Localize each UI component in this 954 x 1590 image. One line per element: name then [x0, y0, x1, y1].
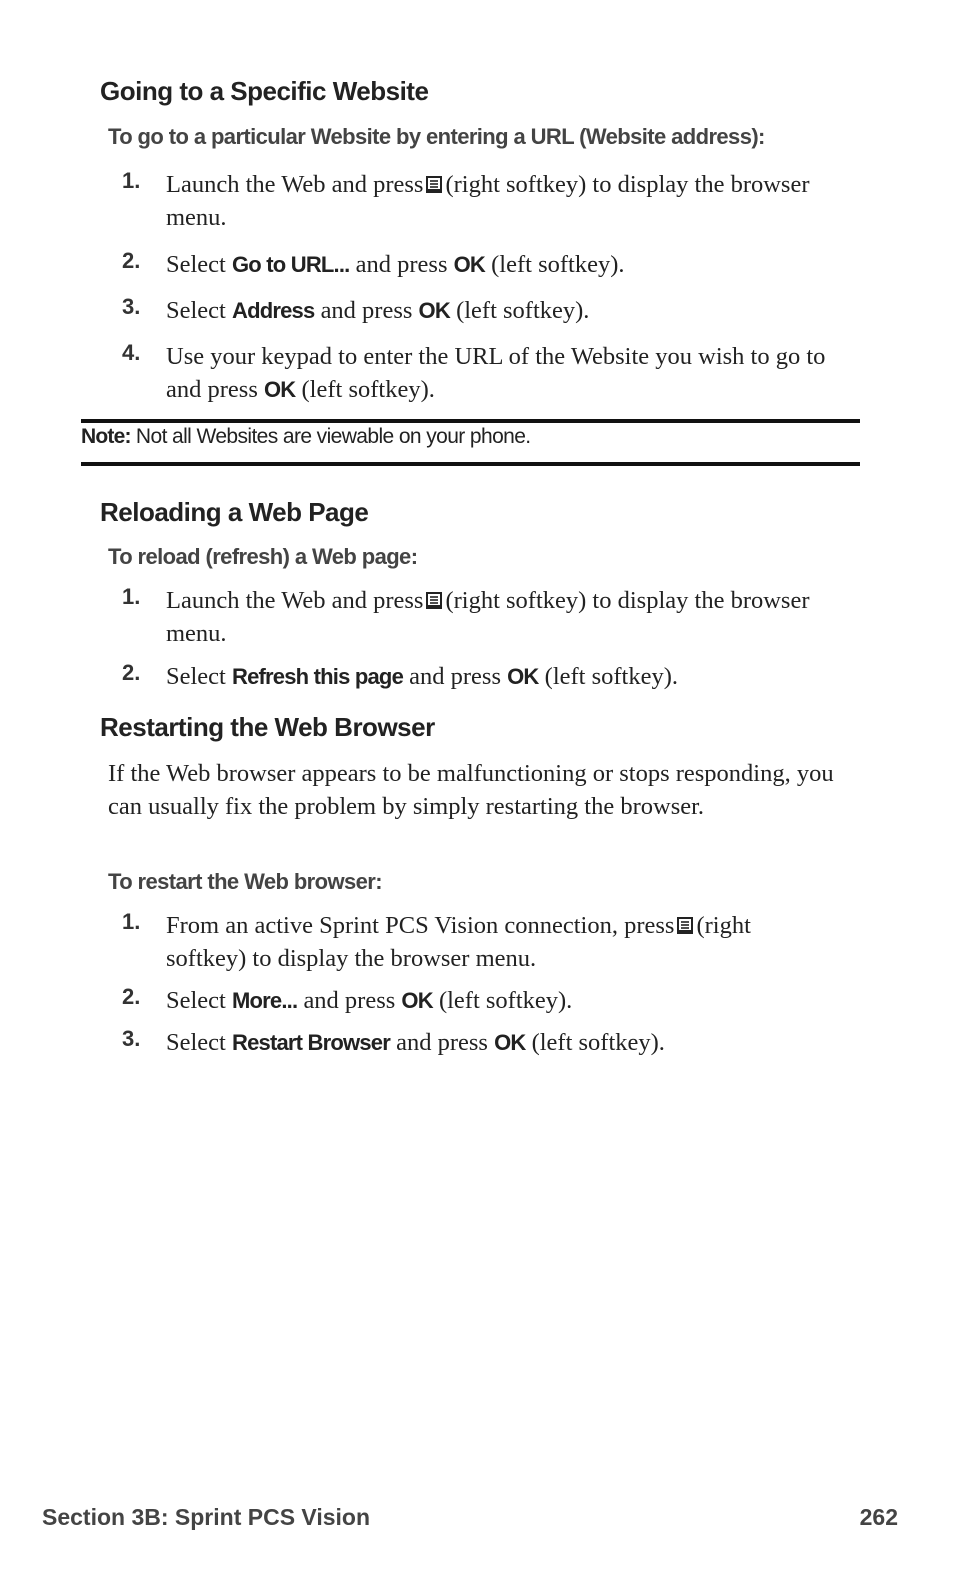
softkey-label: OK	[263, 377, 296, 402]
softkey-label: OK	[418, 298, 450, 323]
menu-softkey-icon	[426, 176, 442, 193]
step-number: 3.	[122, 294, 141, 319]
step-text: Launch the Web and press	[166, 171, 424, 198]
note-text: Not all Websites are viewable on your phone.	[135, 425, 531, 448]
note	[81, 425, 531, 449]
step-text: (left softkey).	[544, 663, 678, 690]
menu-option-label: Address	[232, 298, 315, 323]
instruction-lead: To reload (refresh) a Web page:	[108, 544, 418, 569]
step-text: From an active Sprint PCS Vision connection, press	[166, 912, 675, 939]
step-text: (right softkey) to display the browser menu.	[166, 912, 751, 972]
menu-softkey-icon	[426, 592, 442, 609]
step-text: Select	[166, 297, 226, 324]
step-text: (left softkey).	[301, 376, 435, 403]
step-item	[108, 584, 828, 650]
menu-softkey-icon	[677, 917, 693, 934]
step-text: and press	[355, 251, 448, 278]
menu-option-label: Restart Browser	[232, 1030, 390, 1055]
step-item	[108, 294, 828, 327]
note-top-rule	[81, 419, 860, 423]
step-number: 2.	[122, 660, 141, 685]
menu-option-label: Refresh this page	[232, 664, 404, 689]
step-text: (left softkey).	[531, 1029, 665, 1056]
section-heading-reloading: Reloading a Web Page	[100, 497, 369, 527]
softkey-label: OK	[453, 252, 486, 277]
softkey-label: OK	[494, 1030, 526, 1055]
step-item	[108, 168, 828, 234]
note-label: Note:	[81, 425, 131, 448]
step-text: and press	[396, 1029, 488, 1056]
step-number: 1.	[122, 909, 141, 934]
step-number: 3.	[122, 1026, 141, 1051]
softkey-label: OK	[507, 664, 539, 689]
step-item	[108, 248, 828, 281]
step-text: and press	[320, 297, 413, 324]
step-item	[108, 909, 828, 975]
step-text: (right softkey) to display the browser menu.	[166, 171, 810, 231]
softkey-label: OK	[401, 988, 433, 1013]
step-number: 2.	[122, 984, 141, 1009]
step-text: and press	[409, 663, 501, 690]
menu-option-label: Go to URL...	[232, 252, 350, 277]
step-item	[108, 1026, 828, 1059]
step-text: Select	[166, 663, 226, 690]
step-item	[108, 984, 828, 1017]
step-text: Use your keypad to enter the URL of the Website you wish to go to and press	[166, 343, 826, 403]
step-number: 4.	[122, 340, 141, 365]
menu-option-label: More...	[232, 988, 298, 1013]
section-heading-restarting: Restarting the Web Browser	[100, 712, 435, 742]
step-text: Select	[166, 987, 226, 1014]
step-text: Select	[166, 1029, 226, 1056]
note-bottom-rule	[81, 462, 860, 466]
footer-section-title: Section 3B: Sprint PCS Vision	[42, 1504, 371, 1530]
step-text: Select	[166, 251, 226, 278]
step-text: (left softkey).	[456, 297, 590, 324]
step-text: (right softkey) to display the browser menu.	[166, 587, 810, 647]
step-text: Launch the Web and press	[166, 587, 424, 614]
step-text: (left softkey).	[491, 251, 625, 278]
instruction-lead: To restart the Web browser:	[108, 869, 382, 894]
step-text: and press	[303, 987, 396, 1014]
instruction-lead: To go to a particular Website by entering a URL (Website address):	[108, 124, 765, 149]
intro-paragraph: If the Web browser appears to be malfunctioning or stops responding, you can usually fix the problem by simply restarting the browser.	[108, 760, 834, 820]
section-heading-specific-website: Going to a Specific Website	[100, 76, 429, 106]
step-number: 2.	[122, 248, 141, 273]
page-number: 262	[859, 1504, 898, 1530]
step-item	[108, 340, 828, 406]
step-item	[108, 660, 828, 693]
step-text: (left softkey).	[438, 987, 573, 1014]
step-number: 1.	[122, 584, 141, 609]
step-number: 1.	[122, 168, 141, 193]
